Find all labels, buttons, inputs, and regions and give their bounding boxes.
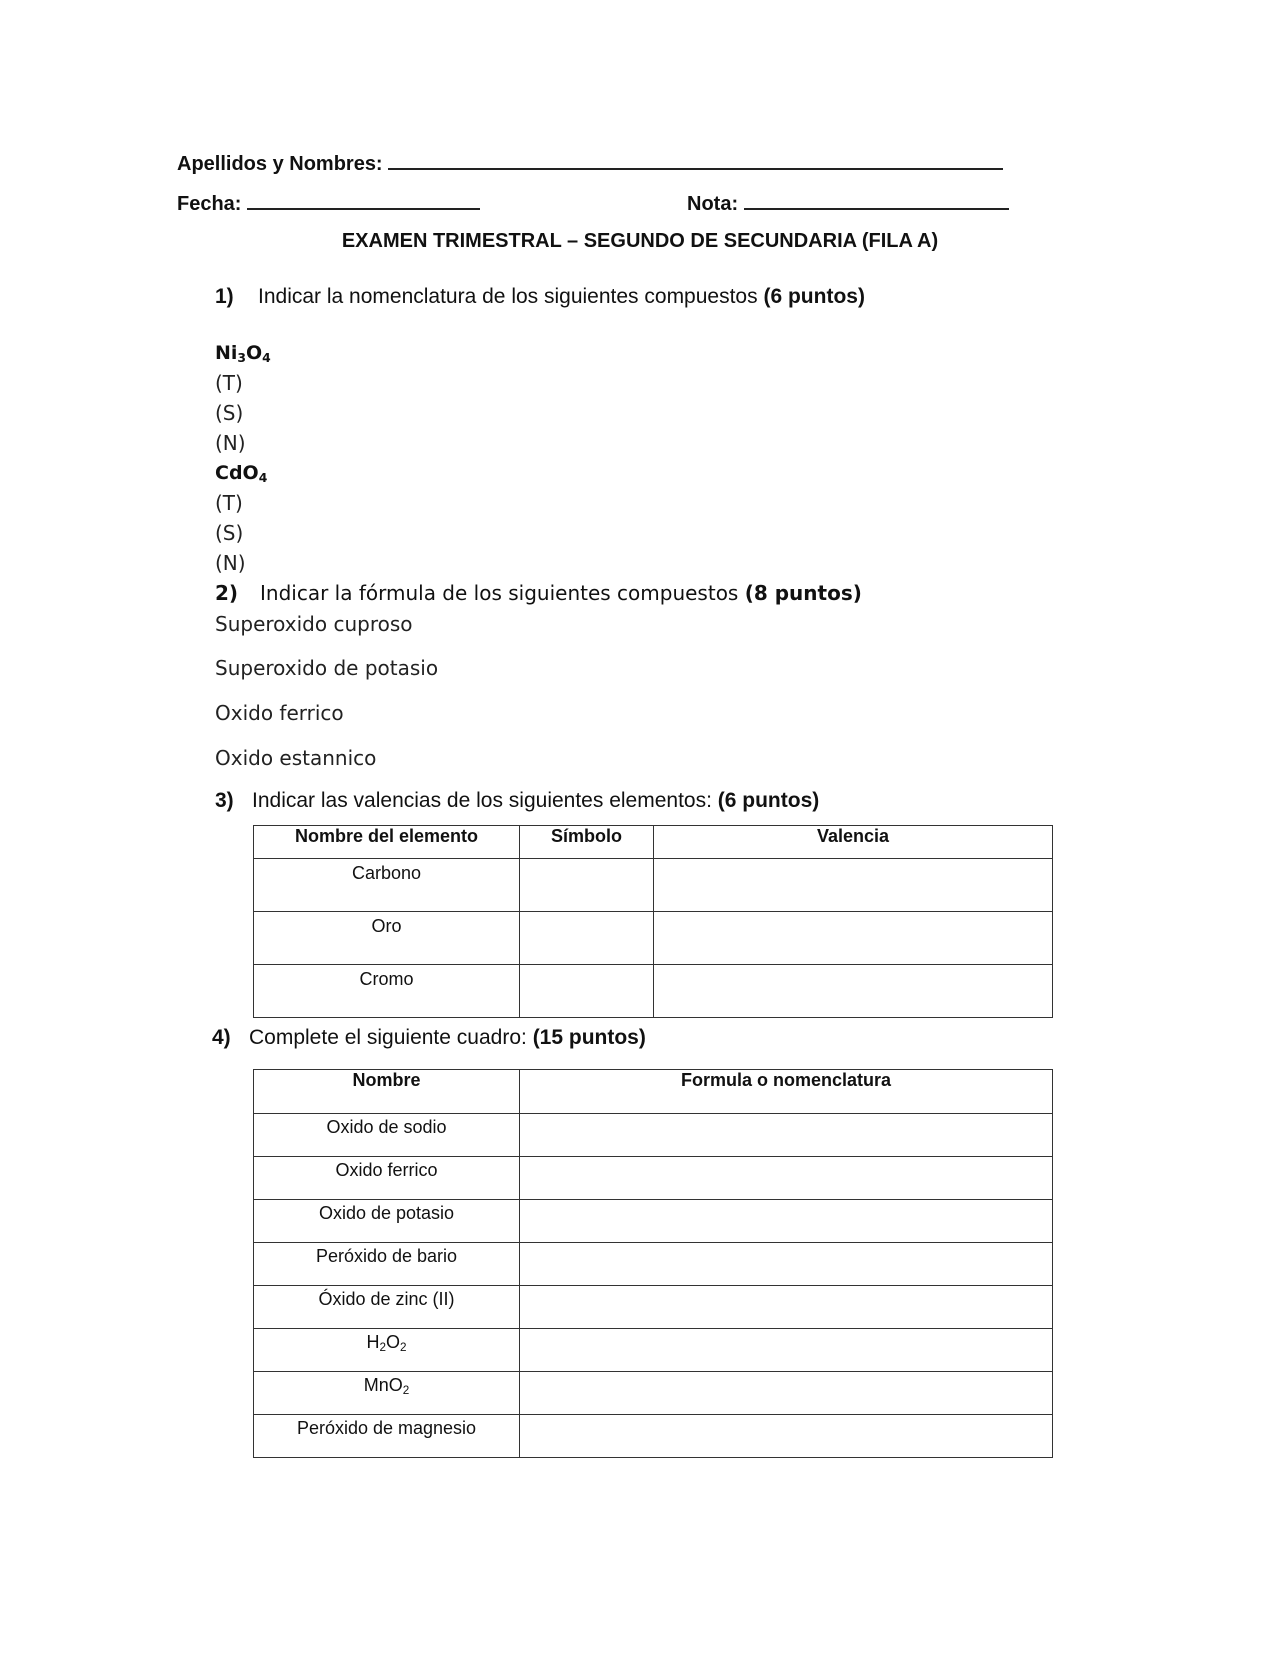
table-row	[254, 965, 1053, 1018]
header-element-name: Nombre del elemento	[254, 826, 520, 859]
valence-cell[interactable]	[654, 859, 1053, 912]
question-1-text: Indicar la nomenclatura de los siguientes compuestos	[258, 285, 758, 308]
date-blank[interactable]	[247, 190, 480, 210]
symbol-cell[interactable]	[520, 912, 654, 965]
name-cell: Oxido de potasio	[254, 1200, 520, 1243]
grade-blank[interactable]	[744, 190, 1009, 210]
valence-cell[interactable]	[654, 912, 1053, 965]
compound-1-option-s: (S)	[215, 401, 244, 425]
question-2-text: Indicar la fórmula de los siguientes compuestos	[260, 581, 739, 605]
q2-item-1: Superoxido cuproso	[215, 612, 413, 636]
name-cell: Oxido de sodio	[254, 1114, 520, 1157]
question-4-text: Complete el siguiente cuadro:	[249, 1026, 527, 1049]
name-cell: MnO$_2$	[254, 1372, 520, 1415]
question-3-number: 3)	[215, 789, 234, 812]
answer-cell[interactable]	[520, 1114, 1053, 1157]
header-valence: Valencia	[654, 826, 1053, 859]
answer-cell[interactable]	[520, 1286, 1053, 1329]
element-name-cell: Carbono	[254, 859, 520, 912]
question-1-number: 1)	[215, 285, 234, 308]
name-line	[177, 150, 1003, 176]
table-row	[254, 1372, 1053, 1415]
grade-label: Nota:	[687, 193, 739, 215]
q2-item-2: Superoxido de potasio	[215, 656, 439, 680]
valence-cell[interactable]	[654, 965, 1053, 1018]
q2-item-3: Oxido ferrico	[215, 701, 344, 725]
table-row	[254, 859, 1053, 912]
table-row	[254, 1243, 1053, 1286]
header-formula: Formula o nomenclatura	[520, 1070, 1053, 1114]
compound-1: $Ni_3O_4$	[215, 342, 271, 366]
question-4-number: 4)	[212, 1026, 231, 1049]
valence-table	[253, 825, 1053, 1018]
table-row	[254, 1114, 1053, 1157]
question-4-points: (15 puntos)	[532, 1026, 646, 1049]
date-line	[177, 190, 480, 216]
compound-2: CdO$_4$	[215, 462, 268, 486]
table-row	[254, 1329, 1053, 1372]
name-cell: Óxido de zinc (II)	[254, 1286, 520, 1329]
answer-cell[interactable]	[520, 1372, 1053, 1415]
table-row	[254, 1415, 1053, 1458]
answer-cell[interactable]	[520, 1415, 1053, 1458]
answer-cell[interactable]	[520, 1200, 1053, 1243]
q2-item-4: Oxido estannico	[215, 746, 377, 770]
element-name-cell: Cromo	[254, 965, 520, 1018]
compound-1-option-n: (N)	[215, 431, 246, 455]
question-2-number: 2)	[215, 581, 239, 605]
question-3-text: Indicar las valencias de los siguientes elementos:	[252, 789, 712, 812]
table-header-row	[254, 1070, 1053, 1114]
table-row	[254, 1286, 1053, 1329]
question-1-points: (6 puntos)	[763, 285, 865, 308]
name-cell: $H_2O_2$	[254, 1329, 520, 1372]
exam-title: EXAMEN TRIMESTRAL – SEGUNDO DE SECUNDARIA (FILA A)	[341, 230, 939, 252]
name-cell: Peróxido de magnesio	[254, 1415, 520, 1458]
compound-2-option-s: (S)	[215, 521, 244, 545]
compound-1-option-t: (T)	[215, 371, 243, 395]
table-header-row	[254, 826, 1053, 859]
table-row	[254, 1200, 1053, 1243]
name-cell: Oxido ferrico	[254, 1157, 520, 1200]
formula-table	[253, 1069, 1053, 1458]
symbol-cell[interactable]	[520, 965, 654, 1018]
header-symbol: Símbolo	[520, 826, 654, 859]
question-2	[215, 581, 862, 605]
question-3	[215, 789, 819, 813]
table-row	[254, 1157, 1053, 1200]
date-label: Fecha:	[177, 193, 242, 215]
compound-2-option-t: (T)	[215, 491, 243, 515]
table-row	[254, 912, 1053, 965]
answer-cell[interactable]	[520, 1329, 1053, 1372]
question-2-points: (8 puntos)	[744, 581, 862, 605]
question-4	[212, 1026, 646, 1050]
symbol-cell[interactable]	[520, 859, 654, 912]
header-name: Nombre	[254, 1070, 520, 1114]
question-3-points: (6 puntos)	[717, 789, 820, 812]
name-label: Apellidos y Nombres:	[177, 153, 383, 175]
element-name-cell: Oro	[254, 912, 520, 965]
grade-line	[687, 190, 1009, 216]
answer-cell[interactable]	[520, 1243, 1053, 1286]
question-1	[215, 285, 865, 309]
answer-cell[interactable]	[520, 1157, 1053, 1200]
compound-2-option-n: (N)	[215, 551, 246, 575]
name-cell: Peróxido de bario	[254, 1243, 520, 1286]
name-blank[interactable]	[388, 150, 1003, 170]
